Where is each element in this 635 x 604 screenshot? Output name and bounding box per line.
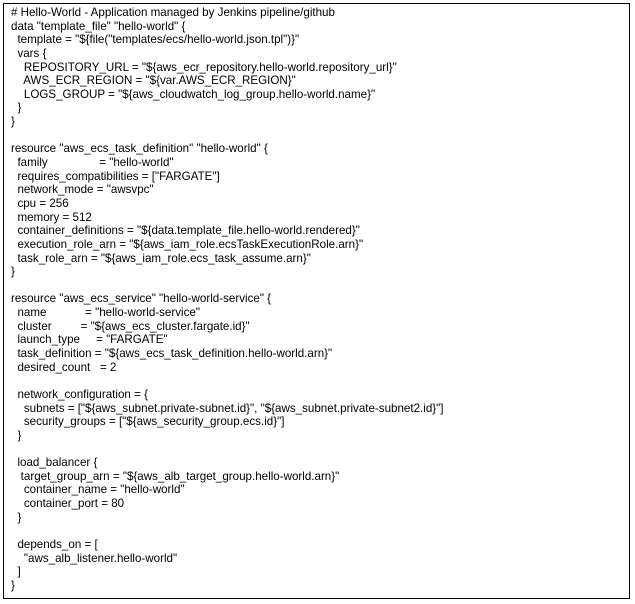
code-line bbox=[11, 279, 444, 293]
code-line: vars { bbox=[11, 46, 47, 60]
code-line: network_configuration = { bbox=[11, 387, 148, 401]
code-line bbox=[11, 524, 444, 538]
code-line bbox=[11, 129, 444, 143]
code-line: resource "aws_ecs_service" "hello-world-service" { bbox=[11, 292, 272, 306]
code-line: } bbox=[11, 578, 15, 592]
code-line: LOGS_GROUP = "${aws_cloudwatch_log_group.hello-world.name}" bbox=[11, 87, 376, 101]
code-line: } bbox=[11, 265, 15, 279]
code-line: resource "aws_ecs_task_definition" "hello-world" { bbox=[11, 142, 268, 156]
code-line: # Hello-World - Application managed by Jenkins pipeline/github bbox=[11, 6, 335, 19]
code-line: container_definitions = "${data.template_file.hello-world.rendered}" bbox=[11, 224, 360, 238]
code-line: container_port = 80 bbox=[11, 497, 125, 511]
code-line: requires_compatibilities = ["FARGATE"] bbox=[11, 169, 220, 183]
code-line: } bbox=[11, 115, 15, 129]
code-line: cluster = "${aws_ecs_cluster.fargate.id}" bbox=[11, 319, 250, 333]
code-line: } bbox=[11, 510, 22, 524]
code-line: security_groups = ["${aws_security_group.ecs.id}"] bbox=[11, 415, 285, 429]
code-line: data "template_file" "hello-world" { bbox=[11, 19, 186, 33]
code-line: load_balancer { bbox=[11, 456, 98, 470]
code-line: execution_role_arn = "${aws_iam_role.ecsTaskExecutionRole.arn}" bbox=[11, 237, 364, 251]
code-line: desired_count = 2 bbox=[11, 360, 117, 374]
code-line: } bbox=[11, 428, 22, 442]
code-line: } bbox=[11, 101, 22, 115]
code-line: network_mode = "awsvpc" bbox=[11, 183, 154, 197]
code-line: template = "${file("templates/ecs/hello-world.json.tpl")}" bbox=[11, 33, 300, 47]
code-line: ] bbox=[11, 565, 21, 579]
code-line: memory = 512 bbox=[11, 210, 92, 224]
code-line: subnets = ["${aws_subnet.private-subnet.id}", "${aws_subnet.private-subnet2.id}"] bbox=[11, 401, 444, 415]
code-lines bbox=[11, 6, 444, 593]
code-line: AWS_ECR_REGION = "${var.AWS_ECR_REGION}" bbox=[11, 74, 296, 88]
code-line: REPOSITORY_URL = "${aws_ecr_repository.hello-world.repository_url}" bbox=[11, 60, 397, 74]
code-line: "aws_alb_listener.hello-world" bbox=[11, 551, 178, 565]
code-line: task_role_arn = "${aws_iam_role.ecs_task_assume.arn}" bbox=[11, 251, 311, 265]
code-line: depends_on = [ bbox=[11, 537, 98, 551]
code-block bbox=[3, 3, 630, 599]
code-line: target_group_arn = "${aws_alb_target_group.hello-world.arn}" bbox=[11, 469, 340, 483]
code-line bbox=[11, 443, 444, 457]
code-line: family = "hello-world" bbox=[11, 156, 174, 170]
code-line bbox=[11, 374, 444, 388]
code-line: cpu = 256 bbox=[11, 196, 69, 210]
code-line: task_definition = "${aws_ecs_task_definition.hello-world.arn}" bbox=[11, 347, 333, 361]
code-line: container_name = "hello-world" bbox=[11, 483, 185, 497]
code-line: launch_type = "FARGATE" bbox=[11, 333, 168, 347]
code-line: name = "hello-world-service" bbox=[11, 306, 200, 320]
